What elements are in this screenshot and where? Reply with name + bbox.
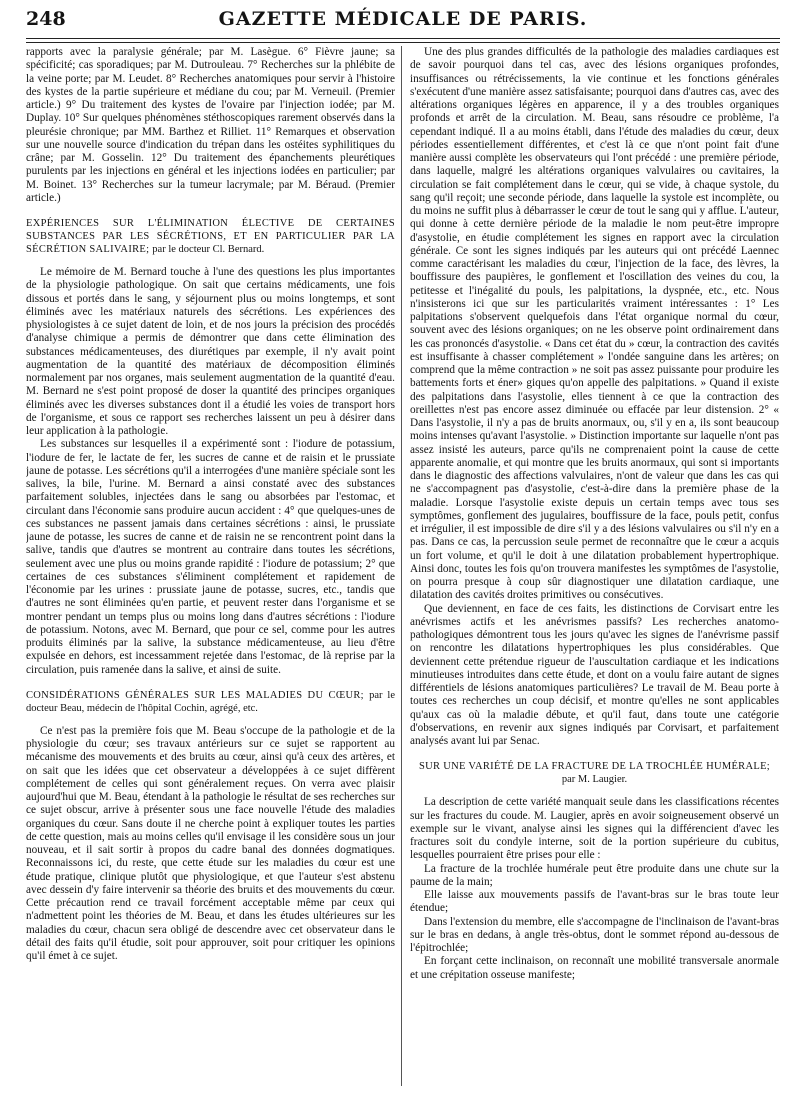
continued-bibliography: rapports avec la paralysie générale; par M. Lasègue. 6° Fièvre jaune; sa spécificité; cas sporadiques; par M. Dutrouleau. 7° Recherches sur la phlébite de la veine porte; par M. Leudet. 8° Recherches anatomiques pour servir à l'histoire des kystes de la partie supérieure et médiane du cou; par M. Verneuil. (Premier article.) 9° Du traitement des kystes de l'ovaire par l'injection iodée; par M. Duplay. 10° Sur quelques phénomènes stéthoscopiques rarement observés dans la pleurésie chronique; par MM. Barthez et Rilliet. 11° Remarques et observation sur une nouvelle source d'indication du trépan dans les ostéites syphilitiques du crâne; par M. Gosselin. 12° Du traitement des épanchements pleurétiques purulents par les injections en général et les injections iodées en particulier; par M. Boinet. 13° Recherches sur la tumeur lacrymale; par M. Béraud. (Premier article.) — [26, 46, 395, 204]
body-paragraph: Le mémoire de M. Bernard touche à l'une des questions les plus importantes de la physiologie pathologique. On sait que certains médicaments, une fois dissous et portés dans le sang, y séjournent plus ou moins longtemps, et sont éliminés avec les matériaux naturels des sécrétions. Les expériences des physiologistes à ce sujet datent de loin, et de nos jours la précision des procédés d'analyse chimique a permis de démontrer que dans cette élimination des substances médicamenteuses, des diurétiques par exemple, il n'y avait point augmentation de la quantité des matériaux de décomposition éliminés normalement par nos organes, mais seulement augmentation de la quantité d'eau. M. Bernard ne s'est point proposé de doser la quantité des principes organiques éliminés avec les diverses substances dont il a étudié les voies de transport hors de l'organisme, et sous ce rapport ses recherches laissent un peu à désirer dans leur application à la pathologie. — [26, 266, 395, 437]
left-column — [26, 46, 395, 1086]
section-heading-trochlea-fracture — [410, 760, 779, 786]
journal-title: GAZETTE MÉDICALE DE PARIS. — [218, 8, 588, 30]
header-rule — [26, 38, 780, 43]
section-title-text: EXPÉRIENCES SUR L'ÉLIMINATION ÉLECTIVE DE CERTAINES SUBSTANCES PAR LES SÉCRÉTIONS, ET EN PARTICULIER PAR LA SÉCRÉTION SALIVAIRE; — [26, 218, 395, 255]
section-title-text: SUR UNE VARIÉTÉ DE LA FRACTURE DE LA TROCHLÉE HUMÉRALE; — [418, 761, 771, 773]
section-byline: par le docteur Beau, médecin de l'hôpital Cochin, agrégé, etc. — [26, 689, 395, 714]
body-paragraph: Les substances sur lesquelles il a expérimenté sont : l'iodure de potassium, l'iodure de fer, le lactate de fer, les sucres de canne et de raisin et le prussiate jaune de potasse. Les sécrétions qu'il a interrogées d'une manière spéciale sont les salives, la bile, l'urine. M. Bernard a ainsi constaté avec des substances parfaitement solubles, injectées dans le sang ou absorbées par l'estomac, et circulant dans l'économie sans produire aucun accident : 4° que quelques-unes de ces substances ne passent jamais dans certaines sécrétions : ainsi, le prussiate jaune de potasse, les sucres de canne et de raisin ne se rencontrent point dans la salive, tandis que d'autres se montrent au contraire dans toutes les sécrétions, seulement avec une plus ou moins grande rapidité : l'iodure de potassium; 2° que certaines de ces substances s'éliminent complétement et rapidement de l'économie par les urines : prussiate jaune de potasse, sucres, etc., tandis que d'autres ne sont éliminées qu'en partie, et peuvent rester dans l'organisme et se montrer pendant un temps plus ou moins long dans d'autres sécrétions : l'iodure de potassium. Notons, avec M. Bernard, que pour ce sel, comme pour les autres produits éliminés par la salive, la substance médicamenteuse, au lieu d'être expulsée en dehors, est incessamment rejetée dans l'estomac, de là reprise par la circulation, puis ramenée dans la salive, et ainsi de suite. — [26, 438, 395, 676]
body-paragraph: La description de cette variété manquait seule dans les classifications récentes sur les fractures du coude. M. Laugier, après en avoir soigneusement observé un exemple sur le vivant, analyse ainsi les signes qui la différencient d'avec les fractures soit du condyle interne, soit de la portion supérieure du cubitus, lesquelles pourraient être prises pour elle : — [410, 796, 779, 862]
body-paragraph: La fracture de la trochlée humérale peut être produite dans une chute sur la paume de la main; — [410, 862, 779, 888]
section-heading-heart-diseases — [26, 689, 395, 715]
page-number: 248 — [26, 8, 66, 30]
column-divider — [401, 46, 402, 1086]
body-paragraph: En forçant cette inclinaison, on reconnaît une mobilité transversale anormale et une crépitation osseuse manifeste; — [410, 955, 779, 981]
body-paragraph: Dans l'extension du membre, elle s'accompagne de l'inclinaison de l'avant-bras sur le bras en dedans, à angle très-obtus, dont le sommet répond au-dessous de l'épitrochlée; — [410, 915, 779, 954]
section-byline: par M. Laugier. — [561, 774, 628, 786]
body-paragraph: Une des plus grandes difficultés de la pathologie des maladies cardiaques est de savoir pourquoi dans tel cas, avec des lésions organiques profondes, insuffisances ou rétrécissements, la vie continue et les fonctions générales s'exécutent d'une manière assez satisfaisante; pourquoi dans d'autres cas, avec des altérations organiques légères en apparence, il y a des troubles organiques profonds et arrêt de la circulation. M. Beau, sans résoudre ce problème, l'a cependant indiqué. Il a au moins établi, dans l'étude des maladies du cœur, deux périodes essentiellement différentes, et c'est là ce que n'ont point fait d'une manière aussi complète les observateurs qui l'ont précédé : une première période, dans laquelle, malgré les altérations organiques valvulaires ou cavitaires, la circulation se fait complétement dans le cœur, qui se vide, à chaque systole, du sang qu'il reçoit; une seconde période, dans laquelle la systole est incomplète, ou du moins ne suffit plus à débarrasser le cœur de tout le sang qui y afflue. L'auteur, qui donne à cette dernière période de la maladie le nom peut-être impropre d'asystolie, en étudie complétement les signes en rapport avec la circulation générale. Ce sont les signes indiqués par les auteurs qui ont précédé Laennec comme caractérisant les maladies du cœur, l'injection de la face, des lèvres, la bouffissure des paupières, le gonflement et l'oscillation des veines du cou, la petitesse et l'inégalité du pouls, les palpitations, la dyspnée, etc., etc. Nous n'insisterons ici que sur les particularités vraiment intéressantes : 1° Les palpitations s'observent quelquefois dans l'état organique normal du cœur, souvent avec des lésions organiques; on ne les observe point ordinairement dans les cas prononcés d'asystolie. « Dans cet état du » cœur, la contraction des cavités est insuffisante à chasser complétement » l'ondée sanguine dans les artères; on comprend que la même contraction » ne soit pas assez puissante pour produire les battements forts et éner» giques qu'on appelle des palpitations. » Quand il existe des palpitations dans l'asystolie, elles tiennent à ce que la contraction des oreillettes n'est pas encore assez diminuée ou effacée par leur distension. 2° « Dans l'asystolie, il n'y a pas de bruits anormaux, ou, s'il y en a, ils sont beaucoup moins intenses qu'avant l'asystolie. » Distinction importante sur laquelle n'ont pas assez insisté les auteurs, parce qu'ils ne comprenaient point la cause de cette apparente anomalie, et qui montre que les bruits anormaux, qui sont si importants dans le diagnostic des affections valvulaires, n'ont de valeur que dans les cas qui ne s'accompagnent pas d'asystolie, c'est-à-dire dans la première phase de la maladie. Lorsque l'asystolie existe depuis un certain temps avec tous ses symptômes, gonflement des jugulaires, bouffissure de la face, pouls petit, confus et irrégulier, il est impossible de dire s'il y a des lésions valvulaires ou s'il n'y en a pas. Dans ce cas, la percussion seule permet de reconnaître que le cœur a acquis un fort volume, et qu'il le doit à une dilatation probablement hypertrophique. Ainsi donc, toutes les fois qu'on trouvera manifestes les symptômes de l'asystolie, on pourra presque à coup sûr diagnostiquer une dilatation cardiaque, une dilatation des cavités droites primitives ou consécutives. — [410, 46, 779, 602]
page-header — [26, 6, 780, 36]
section-heading-elimination — [26, 217, 395, 256]
section-byline: par le docteur Cl. Bernard. — [152, 244, 265, 255]
section-title-text: CONSIDÉRATIONS GÉNÉRALES SUR LES MALADIES DU CŒUR; — [26, 689, 364, 701]
body-paragraph: Elle laisse aux mouvements passifs de l'avant-bras sur le bras toute leur étendue; — [410, 889, 779, 915]
body-paragraph: Que deviennent, en face de ces faits, les distinctions de Corvisart entre les anévrismes actifs et les anévrismes passifs? Les recherches anatomo-pathologiques démontrent tous les jours qu'avec les signes de l'anévrisme passif on rencontre les dilatations hypertrophiques les plus considérables. Que deviennent cette prétendue rigueur de l'auscultation cardiaque et les indications minutieuses introduites dans cette étude, et dont on a voulu faire autant de signes différentiels de lésions anatomiques particulières? Le travail de M. Beau porte à toutes ces recherches un coup décisif, et montre qu'elles ne sont applicables qu'aux cas où la maladie débute, et qu'il faut, dans toute une catégorie d'observations, en revenir aux signes indiqués par Corvisart, et parfaitement analysés avant lui par Senac. — [410, 602, 779, 747]
body-paragraph: Ce n'est pas la première fois que M. Beau s'occupe de la pathologie et de la physiologie du cœur; ses travaux antérieurs sur ce sujet se rapportent au mécanisme des mouvements et des bruits au cœur, ainsi qu'à ceux des artères, et on sait que les idées que cet observateur a développées à ce sujet diffèrent complétement de celles qui sont généralement reçues. On verra avec plaisir aujourd'hui que M. Beau, étendant à la pathologie le résultat de ses recherches sur ce sujet obscur, arrive à présenter sous une face nouvelle l'étude des maladies organiques du cœur. Sans doute il ne cherche point à expliquer toutes les parties de cette question, mais au moins celles qu'il envisage il les considère sous un jour nouveau, et il sait sortir à propos du cadre banal des données dogmatiques. Reconnaissons ici, du reste, que cette étude sur les maladies du cœur est une étude pratique, clinique plutôt que physiologique, et que l'auteur s'est abstenu avec dessein d'y faire intervenir sa théorie des bruits et des mouvements du cœur. Cette précaution rend ce travail forcément acceptable même par ceux qui n'admettent point les théories de M. Beau, et dans les études ultérieures sur les maladies du cœur, chacun sera obligé de descendre avec cet observateur dans le détail des faits qu'il étudie, soit pour approuver, soit pour critiquer les opinions qu'il émet à ce sujet. — [26, 724, 395, 962]
right-column — [410, 46, 779, 1086]
